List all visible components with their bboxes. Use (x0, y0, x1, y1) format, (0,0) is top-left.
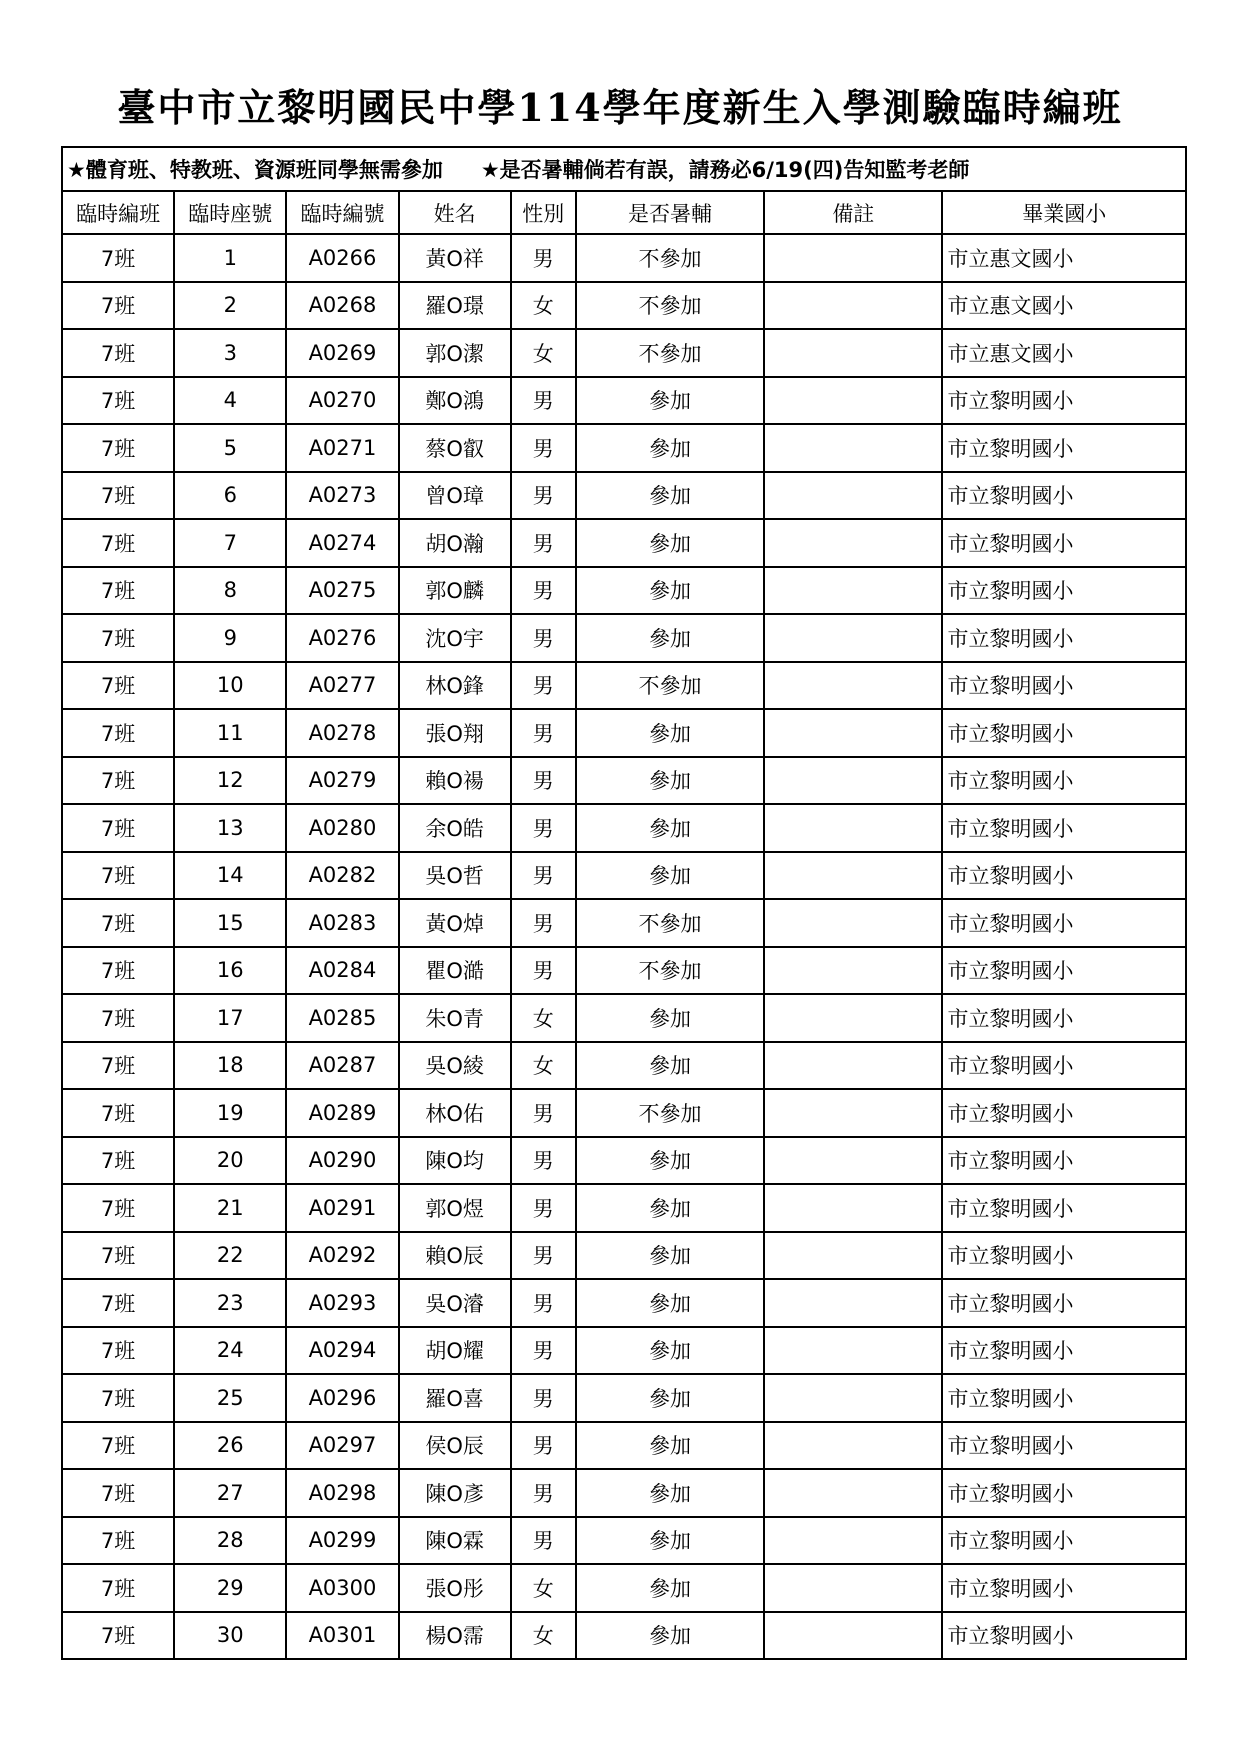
cell-temp-seat: 16 (174, 947, 286, 995)
cell-temp-seat: 10 (174, 662, 286, 710)
column-header-temp-id: 臨時編號 (286, 191, 398, 234)
cell-summer-class: 不參加 (576, 329, 764, 377)
cell-summer-class: 參加 (576, 994, 764, 1042)
cell-note (764, 282, 942, 330)
cell-summer-class: 不參加 (576, 1089, 764, 1137)
cell-note (764, 614, 942, 662)
cell-temp-class: 7班 (62, 1279, 174, 1327)
cell-temp-class: 7班 (62, 1137, 174, 1185)
column-header-temp-seat: 臨時座號 (174, 191, 286, 234)
cell-temp-seat: 8 (174, 567, 286, 615)
cell-note (764, 234, 942, 282)
cell-summer-class: 參加 (576, 852, 764, 900)
cell-temp-class: 7班 (62, 329, 174, 377)
cell-elementary-school: 市立惠文國小 (942, 234, 1186, 282)
cell-elementary-school: 市立黎明國小 (942, 1469, 1186, 1517)
cell-temp-seat: 24 (174, 1327, 286, 1375)
table-row (62, 1232, 1186, 1280)
cell-note (764, 1612, 942, 1660)
table-row (62, 1279, 1186, 1327)
table-row (62, 1374, 1186, 1422)
cell-note (764, 1469, 942, 1517)
cell-note (764, 1327, 942, 1375)
notice-right: ★是否暑輔倘若有誤，請務必6/19(四)告知監考老師 (480, 158, 970, 182)
cell-temp-id: A0273 (286, 472, 398, 520)
cell-gender: 男 (511, 804, 576, 852)
cell-temp-id: A0290 (286, 1137, 398, 1185)
cell-summer-class: 參加 (576, 614, 764, 662)
cell-summer-class: 參加 (576, 757, 764, 805)
cell-temp-class: 7班 (62, 1232, 174, 1280)
cell-elementary-school: 市立黎明國小 (942, 709, 1186, 757)
cell-temp-class: 7班 (62, 709, 174, 757)
cell-gender: 男 (511, 234, 576, 282)
cell-temp-id: A0287 (286, 1042, 398, 1090)
cell-name: 張O翔 (399, 709, 511, 757)
cell-temp-seat: 20 (174, 1137, 286, 1185)
cell-elementary-school: 市立黎明國小 (942, 757, 1186, 805)
cell-gender: 男 (511, 614, 576, 662)
cell-gender: 男 (511, 519, 576, 567)
cell-name: 郭O麟 (399, 567, 511, 615)
table-row (62, 852, 1186, 900)
cell-name: 郭O潔 (399, 329, 511, 377)
cell-elementary-school: 市立黎明國小 (942, 1232, 1186, 1280)
cell-note (764, 1422, 942, 1470)
cell-summer-class: 參加 (576, 1422, 764, 1470)
cell-note (764, 1184, 942, 1232)
cell-note (764, 472, 942, 520)
cell-note (764, 757, 942, 805)
cell-temp-id: A0298 (286, 1469, 398, 1517)
table-row (62, 1137, 1186, 1185)
cell-elementary-school: 市立惠文國小 (942, 329, 1186, 377)
cell-elementary-school: 市立黎明國小 (942, 804, 1186, 852)
cell-elementary-school: 市立黎明國小 (942, 567, 1186, 615)
cell-gender: 男 (511, 567, 576, 615)
cell-temp-seat: 3 (174, 329, 286, 377)
cell-elementary-school: 市立黎明國小 (942, 1042, 1186, 1090)
cell-gender: 男 (511, 1089, 576, 1137)
cell-elementary-school: 市立黎明國小 (942, 424, 1186, 472)
cell-temp-id: A0282 (286, 852, 398, 900)
cell-gender: 女 (511, 994, 576, 1042)
cell-name: 黃O祥 (399, 234, 511, 282)
cell-temp-id: A0278 (286, 709, 398, 757)
cell-temp-class: 7班 (62, 519, 174, 567)
cell-note (764, 1374, 942, 1422)
cell-temp-seat: 28 (174, 1517, 286, 1565)
cell-name: 蔡O叡 (399, 424, 511, 472)
cell-elementary-school: 市立黎明國小 (942, 947, 1186, 995)
cell-elementary-school: 市立黎明國小 (942, 994, 1186, 1042)
cell-name: 余O皓 (399, 804, 511, 852)
cell-summer-class: 參加 (576, 1279, 764, 1327)
cell-temp-seat: 22 (174, 1232, 286, 1280)
table-row (62, 377, 1186, 425)
cell-summer-class: 參加 (576, 1184, 764, 1232)
cell-temp-id: A0276 (286, 614, 398, 662)
cell-summer-class: 參加 (576, 519, 764, 567)
cell-temp-class: 7班 (62, 1374, 174, 1422)
cell-name: 朱O青 (399, 994, 511, 1042)
cell-elementary-school: 市立黎明國小 (942, 472, 1186, 520)
cell-temp-seat: 29 (174, 1564, 286, 1612)
cell-note (764, 1517, 942, 1565)
cell-gender: 男 (511, 1232, 576, 1280)
cell-temp-seat: 7 (174, 519, 286, 567)
cell-temp-class: 7班 (62, 1517, 174, 1565)
cell-temp-class: 7班 (62, 1042, 174, 1090)
cell-temp-id: A0294 (286, 1327, 398, 1375)
cell-gender: 女 (511, 1042, 576, 1090)
cell-gender: 男 (511, 1137, 576, 1185)
cell-temp-class: 7班 (62, 1564, 174, 1612)
cell-name: 吳O濬 (399, 1279, 511, 1327)
table-row (62, 1422, 1186, 1470)
cell-temp-seat: 19 (174, 1089, 286, 1137)
cell-summer-class: 參加 (576, 1327, 764, 1375)
cell-temp-class: 7班 (62, 804, 174, 852)
table-row (62, 1184, 1186, 1232)
column-header-temp-class: 臨時編班 (62, 191, 174, 234)
cell-elementary-school: 市立黎明國小 (942, 1327, 1186, 1375)
cell-gender: 男 (511, 1422, 576, 1470)
cell-gender: 男 (511, 424, 576, 472)
cell-elementary-school: 市立黎明國小 (942, 1374, 1186, 1422)
cell-gender: 男 (511, 899, 576, 947)
cell-temp-id: A0271 (286, 424, 398, 472)
table-row (62, 757, 1186, 805)
cell-temp-id: A0270 (286, 377, 398, 425)
cell-temp-id: A0301 (286, 1612, 398, 1660)
cell-name: 吳O綾 (399, 1042, 511, 1090)
class-assignment-table (61, 146, 1187, 1660)
cell-temp-class: 7班 (62, 1422, 174, 1470)
table-row (62, 1042, 1186, 1090)
cell-summer-class: 不參加 (576, 899, 764, 947)
table-row (62, 804, 1186, 852)
cell-summer-class: 參加 (576, 424, 764, 472)
cell-name: 陳O均 (399, 1137, 511, 1185)
cell-summer-class: 參加 (576, 567, 764, 615)
cell-note (764, 1564, 942, 1612)
column-header-elementary-school: 畢業國小 (942, 191, 1186, 234)
cell-elementary-school: 市立黎明國小 (942, 1517, 1186, 1565)
cell-name: 胡O耀 (399, 1327, 511, 1375)
cell-temp-id: A0289 (286, 1089, 398, 1137)
cell-note (764, 1232, 942, 1280)
cell-temp-class: 7班 (62, 994, 174, 1042)
column-header-gender: 性別 (511, 191, 576, 234)
cell-note (764, 947, 942, 995)
cell-temp-class: 7班 (62, 424, 174, 472)
table-row (62, 1327, 1186, 1375)
cell-note (764, 709, 942, 757)
cell-name: 陳O霖 (399, 1517, 511, 1565)
cell-gender: 男 (511, 709, 576, 757)
cell-temp-class: 7班 (62, 567, 174, 615)
notice-row (62, 147, 1186, 191)
cell-temp-id: A0269 (286, 329, 398, 377)
cell-elementary-school: 市立黎明國小 (942, 852, 1186, 900)
cell-temp-id: A0283 (286, 899, 398, 947)
table-row (62, 424, 1186, 472)
cell-temp-class: 7班 (62, 662, 174, 710)
cell-gender: 男 (511, 1517, 576, 1565)
cell-temp-seat: 30 (174, 1612, 286, 1660)
cell-name: 郭O煜 (399, 1184, 511, 1232)
cell-temp-class: 7班 (62, 1469, 174, 1517)
cell-temp-class: 7班 (62, 1184, 174, 1232)
cell-temp-id: A0292 (286, 1232, 398, 1280)
cell-note (764, 994, 942, 1042)
cell-summer-class: 參加 (576, 1232, 764, 1280)
table-row (62, 709, 1186, 757)
cell-temp-id: A0274 (286, 519, 398, 567)
header-row (62, 191, 1186, 234)
cell-name: 黃O焯 (399, 899, 511, 947)
cell-note (764, 519, 942, 567)
cell-elementary-school: 市立黎明國小 (942, 1612, 1186, 1660)
cell-temp-class: 7班 (62, 377, 174, 425)
cell-gender: 男 (511, 1279, 576, 1327)
cell-gender: 男 (511, 757, 576, 805)
cell-temp-seat: 5 (174, 424, 286, 472)
cell-elementary-school: 市立黎明國小 (942, 899, 1186, 947)
cell-temp-id: A0285 (286, 994, 398, 1042)
table-row (62, 1517, 1186, 1565)
table-row (62, 472, 1186, 520)
table-row (62, 947, 1186, 995)
cell-summer-class: 參加 (576, 472, 764, 520)
cell-temp-seat: 11 (174, 709, 286, 757)
column-header-note: 備註 (764, 191, 942, 234)
cell-summer-class: 不參加 (576, 234, 764, 282)
notice-left: ★體育班、特教班、資源班同學無需參加 (67, 158, 443, 182)
cell-temp-id: A0277 (286, 662, 398, 710)
cell-note (764, 852, 942, 900)
cell-gender: 女 (511, 282, 576, 330)
cell-temp-seat: 25 (174, 1374, 286, 1422)
table-row (62, 567, 1186, 615)
table-row (62, 899, 1186, 947)
cell-name: 楊O霈 (399, 1612, 511, 1660)
cell-summer-class: 參加 (576, 1469, 764, 1517)
cell-gender: 男 (511, 662, 576, 710)
cell-temp-class: 7班 (62, 472, 174, 520)
cell-name: 賴O禓 (399, 757, 511, 805)
cell-elementary-school: 市立黎明國小 (942, 1184, 1186, 1232)
cell-note (764, 567, 942, 615)
cell-name: 鄭O鴻 (399, 377, 511, 425)
cell-elementary-school: 市立黎明國小 (942, 377, 1186, 425)
cell-summer-class: 參加 (576, 1042, 764, 1090)
cell-note (764, 329, 942, 377)
cell-summer-class: 參加 (576, 1612, 764, 1660)
table-row (62, 1612, 1186, 1660)
cell-temp-id: A0300 (286, 1564, 398, 1612)
cell-summer-class: 不參加 (576, 662, 764, 710)
cell-note (764, 662, 942, 710)
table-row (62, 1564, 1186, 1612)
table-row (62, 662, 1186, 710)
cell-temp-id: A0275 (286, 567, 398, 615)
cell-temp-class: 7班 (62, 899, 174, 947)
cell-elementary-school: 市立黎明國小 (942, 1137, 1186, 1185)
cell-elementary-school: 市立黎明國小 (942, 614, 1186, 662)
cell-note (764, 377, 942, 425)
cell-gender: 女 (511, 329, 576, 377)
cell-name: 胡O瀚 (399, 519, 511, 567)
cell-temp-seat: 2 (174, 282, 286, 330)
table-row (62, 1469, 1186, 1517)
cell-note (764, 1279, 942, 1327)
cell-temp-class: 7班 (62, 852, 174, 900)
cell-name: 羅O喜 (399, 1374, 511, 1422)
cell-gender: 男 (511, 377, 576, 425)
cell-temp-seat: 21 (174, 1184, 286, 1232)
cell-name: 張O彤 (399, 1564, 511, 1612)
cell-temp-id: A0268 (286, 282, 398, 330)
cell-name: 瞿O澔 (399, 947, 511, 995)
cell-gender: 男 (511, 1327, 576, 1375)
cell-gender: 男 (511, 852, 576, 900)
cell-temp-seat: 12 (174, 757, 286, 805)
cell-temp-seat: 23 (174, 1279, 286, 1327)
cell-temp-id: A0297 (286, 1422, 398, 1470)
cell-note (764, 1137, 942, 1185)
notice-cell (62, 147, 1186, 191)
cell-summer-class: 參加 (576, 377, 764, 425)
cell-elementary-school: 市立黎明國小 (942, 519, 1186, 567)
column-header-name: 姓名 (399, 191, 511, 234)
cell-summer-class: 參加 (576, 804, 764, 852)
cell-name: 吳O哲 (399, 852, 511, 900)
cell-summer-class: 不參加 (576, 282, 764, 330)
cell-note (764, 1089, 942, 1137)
cell-summer-class: 參加 (576, 1517, 764, 1565)
cell-temp-seat: 15 (174, 899, 286, 947)
column-header-summer-class: 是否暑輔 (576, 191, 764, 234)
cell-temp-class: 7班 (62, 1612, 174, 1660)
cell-elementary-school: 市立惠文國小 (942, 282, 1186, 330)
cell-temp-id: A0280 (286, 804, 398, 852)
cell-note (764, 899, 942, 947)
table-row (62, 1089, 1186, 1137)
cell-temp-id: A0266 (286, 234, 398, 282)
cell-name: 羅O璟 (399, 282, 511, 330)
cell-name: 林O佑 (399, 1089, 511, 1137)
cell-temp-seat: 17 (174, 994, 286, 1042)
table-body (62, 234, 1186, 1659)
cell-name: 沈O宇 (399, 614, 511, 662)
table-row (62, 329, 1186, 377)
cell-elementary-school: 市立黎明國小 (942, 662, 1186, 710)
cell-temp-class: 7班 (62, 234, 174, 282)
cell-gender: 男 (511, 1184, 576, 1232)
cell-temp-class: 7班 (62, 1327, 174, 1375)
table-row (62, 519, 1186, 567)
cell-temp-id: A0299 (286, 1517, 398, 1565)
cell-gender: 男 (511, 1374, 576, 1422)
cell-summer-class: 不參加 (576, 947, 764, 995)
cell-temp-seat: 26 (174, 1422, 286, 1470)
cell-temp-seat: 18 (174, 1042, 286, 1090)
cell-name: 侯O辰 (399, 1422, 511, 1470)
cell-temp-seat: 13 (174, 804, 286, 852)
cell-elementary-school: 市立黎明國小 (942, 1279, 1186, 1327)
cell-note (764, 804, 942, 852)
cell-elementary-school: 市立黎明國小 (942, 1422, 1186, 1470)
cell-temp-class: 7班 (62, 1089, 174, 1137)
cell-name: 林O鋒 (399, 662, 511, 710)
page-title: 臺中市立黎明國民中學114學年度新生入學測驗臨時編班 (117, 85, 1123, 130)
cell-gender: 女 (511, 1612, 576, 1660)
cell-gender: 女 (511, 1564, 576, 1612)
cell-temp-class: 7班 (62, 757, 174, 805)
table-row (62, 614, 1186, 662)
table-row (62, 234, 1186, 282)
cell-temp-seat: 4 (174, 377, 286, 425)
cell-temp-seat: 14 (174, 852, 286, 900)
cell-name: 曾O璋 (399, 472, 511, 520)
cell-summer-class: 參加 (576, 709, 764, 757)
cell-summer-class: 參加 (576, 1137, 764, 1185)
cell-summer-class: 參加 (576, 1564, 764, 1612)
table-row (62, 994, 1186, 1042)
cell-name: 陳O彥 (399, 1469, 511, 1517)
cell-temp-id: A0291 (286, 1184, 398, 1232)
cell-summer-class: 參加 (576, 1374, 764, 1422)
cell-elementary-school: 市立黎明國小 (942, 1564, 1186, 1612)
cell-note (764, 1042, 942, 1090)
cell-temp-id: A0293 (286, 1279, 398, 1327)
cell-temp-seat: 6 (174, 472, 286, 520)
cell-temp-class: 7班 (62, 947, 174, 995)
cell-temp-id: A0279 (286, 757, 398, 805)
cell-gender: 男 (511, 472, 576, 520)
cell-temp-seat: 1 (174, 234, 286, 282)
cell-temp-class: 7班 (62, 282, 174, 330)
cell-note (764, 424, 942, 472)
table-row (62, 282, 1186, 330)
cell-temp-seat: 9 (174, 614, 286, 662)
cell-gender: 男 (511, 1469, 576, 1517)
cell-gender: 男 (511, 947, 576, 995)
cell-temp-id: A0284 (286, 947, 398, 995)
cell-name: 賴O辰 (399, 1232, 511, 1280)
cell-temp-class: 7班 (62, 614, 174, 662)
cell-elementary-school: 市立黎明國小 (942, 1089, 1186, 1137)
cell-temp-id: A0296 (286, 1374, 398, 1422)
cell-temp-seat: 27 (174, 1469, 286, 1517)
